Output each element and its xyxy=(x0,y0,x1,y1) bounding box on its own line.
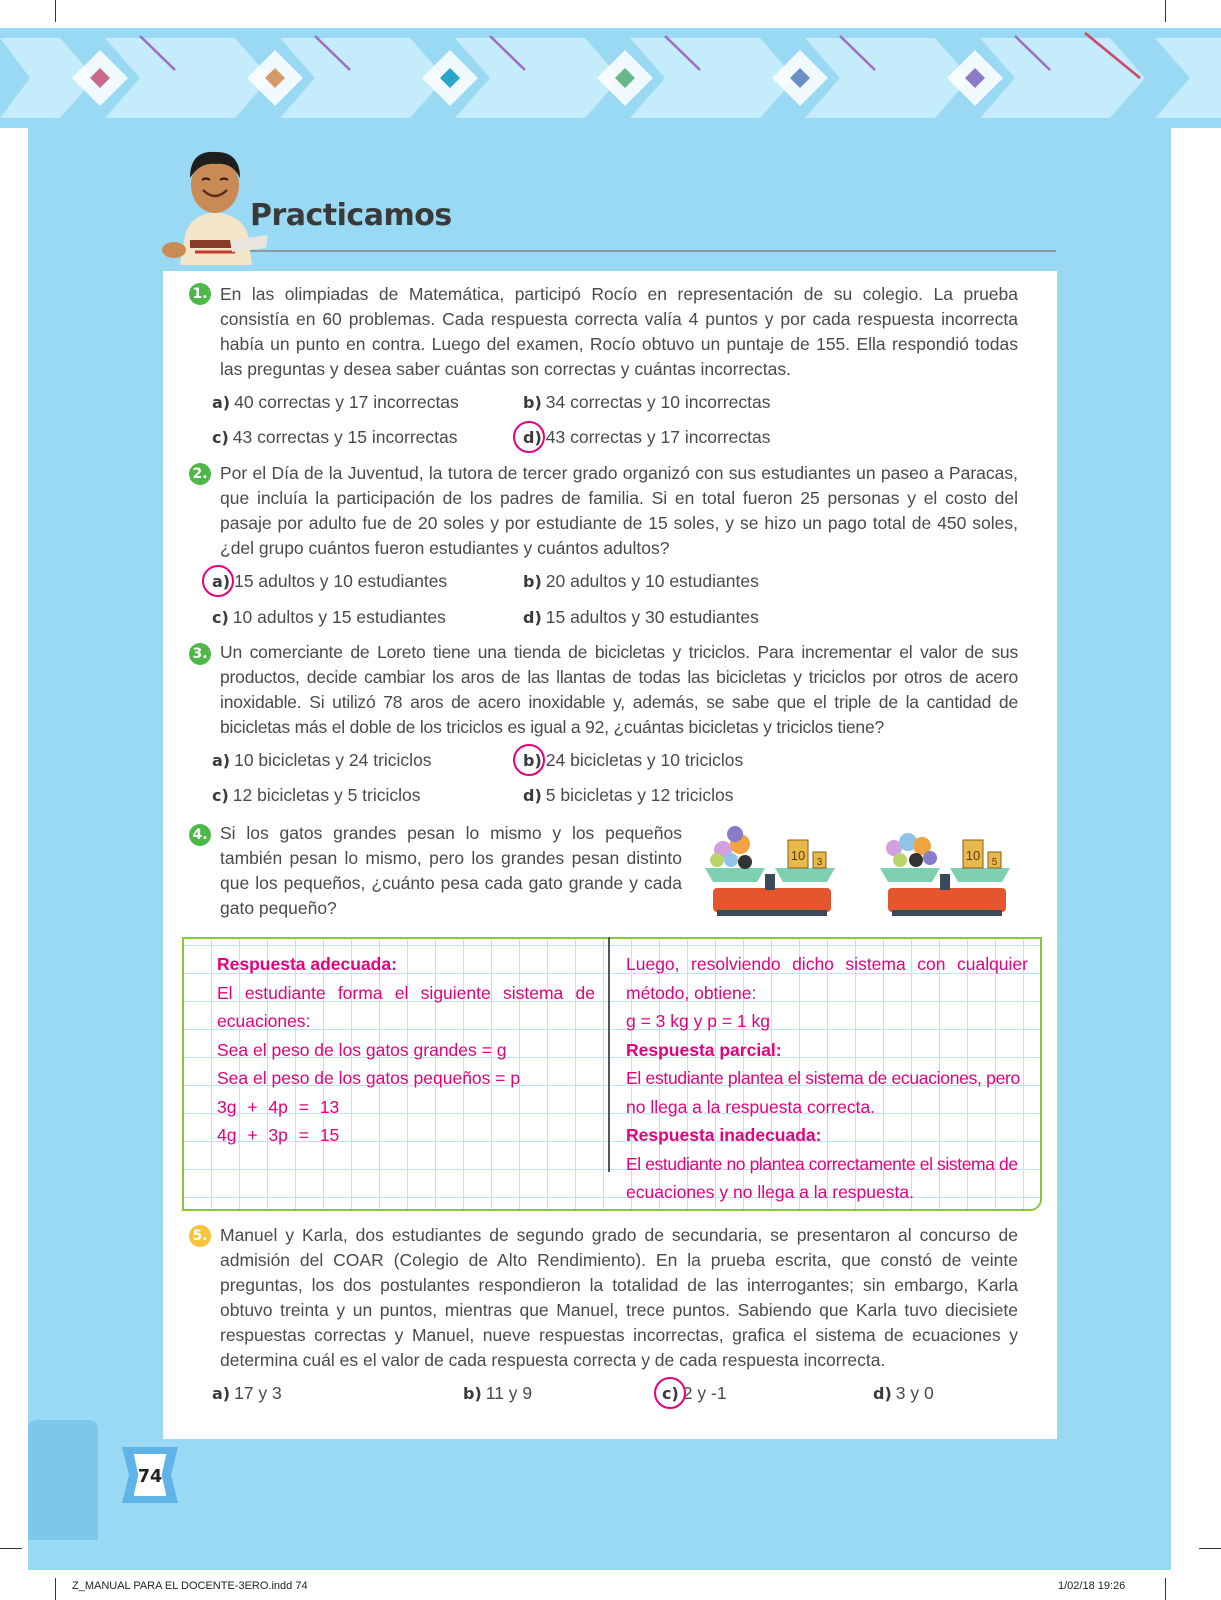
option-letter: d) xyxy=(523,428,542,447)
answer-line: El estudiante forma el siguiente sistema de xyxy=(217,982,595,1003)
answer-line: Sea el peso de los gatos pequeños = p xyxy=(217,1068,521,1088)
crop-mark xyxy=(1165,0,1166,22)
weight-label: 3 xyxy=(816,857,823,868)
option-3c xyxy=(212,785,421,806)
option-text: 43 correctas y 17 incorrectas xyxy=(545,427,771,447)
option-text: 20 adultos y 10 estudiantes xyxy=(545,571,759,591)
equation-line: 4g + 3p = 15 xyxy=(217,1125,340,1145)
option-5a xyxy=(212,1383,282,1404)
option-text: 10 bicicletas y 24 triciclos xyxy=(234,750,432,770)
answer-heading: Respuesta parcial: xyxy=(626,1039,782,1060)
option-text: 2 y -1 xyxy=(682,1383,727,1403)
balance-scale-2-illustration xyxy=(870,820,1020,918)
question-4-text: Si los gatos grandes pesan lo mismo y los pequeños también pesan lo mismo, pero los grandes pesan distinto que los pequeños, ¿cuánto pesa cada gato grande y cada gato pequeño? xyxy=(220,823,682,918)
crop-mark xyxy=(55,1578,56,1600)
weight-label: 10 xyxy=(790,848,806,863)
option-1b xyxy=(523,392,770,413)
question-number-badge: 2. xyxy=(189,463,211,485)
option-letter: b) xyxy=(463,1384,482,1403)
answer-right-column xyxy=(626,950,1028,1207)
answer-heading: Respuesta adecuada: xyxy=(217,954,397,974)
option-letter: d) xyxy=(873,1384,892,1403)
option-text: 15 adultos y 10 estudiantes xyxy=(234,571,448,591)
option-text: 40 correctas y 17 incorrectas xyxy=(234,392,459,412)
question-number-badge: 3. xyxy=(189,643,211,665)
equation-line: 3g + 4p = 13 xyxy=(217,1096,340,1117)
balance-scale-1-illustration xyxy=(695,820,845,918)
footer-date: 1/02/18 19:26 xyxy=(1058,1580,1126,1592)
weight-label: 10 xyxy=(965,848,981,863)
option-2c xyxy=(212,607,446,628)
crop-mark xyxy=(1199,1548,1221,1549)
question-number-badge: 5. xyxy=(189,1225,211,1247)
option-3d xyxy=(523,785,733,806)
option-3b xyxy=(523,750,743,771)
option-text: 43 correctas y 15 incorrectas xyxy=(232,427,458,447)
option-1c xyxy=(212,427,457,448)
option-text: 24 bicicletas y 10 triciclos xyxy=(545,750,744,770)
answer-heading: Respuesta inadecuada: xyxy=(626,1125,822,1145)
question-1-text: En las olimpiadas de Matemática, participó Rocío en representación de su colegio. La prueba consistía en 60 problemas. Cada respuesta correcta valía 4 puntos y por cada respuesta incorrecta había un punto en contra. Luego del examen, Rocío obtuvo un puntaje de 155. Ella respondió todas las preguntas y desea saber cuántas son correctas y cuántas incorrectas. xyxy=(220,284,1018,379)
option-letter: d) xyxy=(523,786,542,805)
footer-file-info: Z_MANUAL PARA EL DOCENTE-3ERO.indd 74 xyxy=(72,1580,308,1592)
option-letter: a) xyxy=(212,1384,231,1403)
option-letter: d) xyxy=(523,608,542,627)
answer-divider xyxy=(608,937,610,1172)
option-letter: b) xyxy=(523,572,542,591)
option-5d xyxy=(873,1383,934,1404)
option-letter: a) xyxy=(212,393,231,412)
option-text: 15 adultos y 30 estudiantes xyxy=(545,607,759,627)
crop-mark xyxy=(0,1548,22,1549)
option-2d xyxy=(523,607,759,628)
option-letter: b) xyxy=(523,751,542,770)
option-text: 10 adultos y 15 estudiantes xyxy=(232,607,446,627)
option-letter: c) xyxy=(212,786,229,805)
option-3a xyxy=(212,750,432,771)
answer-line: Luego, resolviendo dicho sistema con cualquier xyxy=(626,954,1028,974)
option-text: 12 bicicletas y 5 triciclos xyxy=(232,785,421,805)
answer-line: ecuaciones y no llega a la respuesta. xyxy=(626,1182,914,1202)
answer-line: método, obtiene: xyxy=(626,982,757,1003)
correct-answer-circle xyxy=(654,1377,686,1409)
title-underline xyxy=(250,250,1056,252)
option-text: 17 y 3 xyxy=(234,1383,282,1403)
option-letter: a) xyxy=(212,751,231,770)
option-text: 34 correctas y 10 incorrectas xyxy=(545,392,771,412)
option-letter: c) xyxy=(662,1384,679,1403)
answer-line: El estudiante no plantea correctamente el sistema de xyxy=(626,1153,1018,1174)
question-number-badge: 1. xyxy=(189,283,211,305)
answer-line: Sea el peso de los gatos grandes = g xyxy=(217,1039,507,1060)
option-letter: c) xyxy=(212,608,229,627)
answer-line: ecuaciones: xyxy=(217,1011,311,1031)
option-letter: a) xyxy=(212,572,231,591)
question-number-badge: 4. xyxy=(189,824,211,846)
option-text: 11 y 9 xyxy=(485,1383,533,1403)
option-text: 3 y 0 xyxy=(895,1383,934,1403)
option-2a xyxy=(212,571,447,592)
decorative-banner xyxy=(0,28,1221,128)
option-2b xyxy=(523,571,759,592)
answer-line: El estudiante plantea el sistema de ecuaciones, pero xyxy=(626,1068,1020,1088)
question-3-text: Un comerciante de Loreto tiene una tienda de bicicletas y triciclos. Para incrementar el valor de sus productos, decide cambiar los aros de las llantas de todas las bicicletas y triciclos por otros de acero inoxidable. Si utilizó 78 aros de acero inoxidable y, además, se sabe que el triple de la cantidad de bicicletas más el doble de los triciclos es igual a 92, ¿cuántas bicicletas y triciclos tiene? xyxy=(220,642,1018,737)
option-letter: b) xyxy=(523,393,542,412)
crop-mark xyxy=(1165,1578,1166,1600)
correct-answer-circle xyxy=(513,744,545,776)
option-text: 5 bicicletas y 12 triciclos xyxy=(545,785,734,805)
option-5b xyxy=(463,1383,532,1404)
option-1d xyxy=(523,427,770,448)
answer-line: g = 3 kg y p = 1 kg xyxy=(626,1011,770,1031)
option-1a xyxy=(212,392,459,413)
weight-label: 5 xyxy=(991,857,998,868)
answer-line: no llega a la respuesta correcta. xyxy=(626,1096,876,1117)
question-2-text: Por el Día de la Juventud, la tutora de tercer grado organizó con sus estudiantes un paseo a Paracas, que incluía la participación de los padres de familia. Si en total fueron 25 personas y el costo del pasaje por adulto fue de 20 soles y por estudiante de 15 soles, y se hizo un pago total de 450 soles, ¿del grupo cuántos fueron estudiantes y cuántos adultos? xyxy=(220,463,1018,558)
page-title: Practicamos xyxy=(250,198,452,233)
correct-answer-circle xyxy=(202,565,234,597)
answer-left-column xyxy=(217,950,595,1150)
crop-mark xyxy=(55,0,56,22)
page-number-badge xyxy=(110,1440,190,1510)
page-number: 74 xyxy=(137,1467,163,1487)
question-5-text: Manuel y Karla, dos estudiantes de segundo grado de secundaria, se presentaron al concurso de admisión del COAR (Colegio de Alto Rendimiento). En la prueba escrita, que constó de veinte preguntas, los dos postulantes respondieron la totalidad de las interrogantes; sin embargo, Karla obtuvo treinta y un puntos, mientras que Manuel, trece puntos. Sabiendo que Karla tuvo diecisiete respuestas correctas y Manuel, nueve respuestas incorrectas, grafica el sistema de ecuaciones y determina cuál es el valor de cada respuesta correcta y de cada respuesta incorrecta. xyxy=(220,1225,1018,1370)
correct-answer-circle xyxy=(513,421,545,453)
option-letter: c) xyxy=(212,428,229,447)
